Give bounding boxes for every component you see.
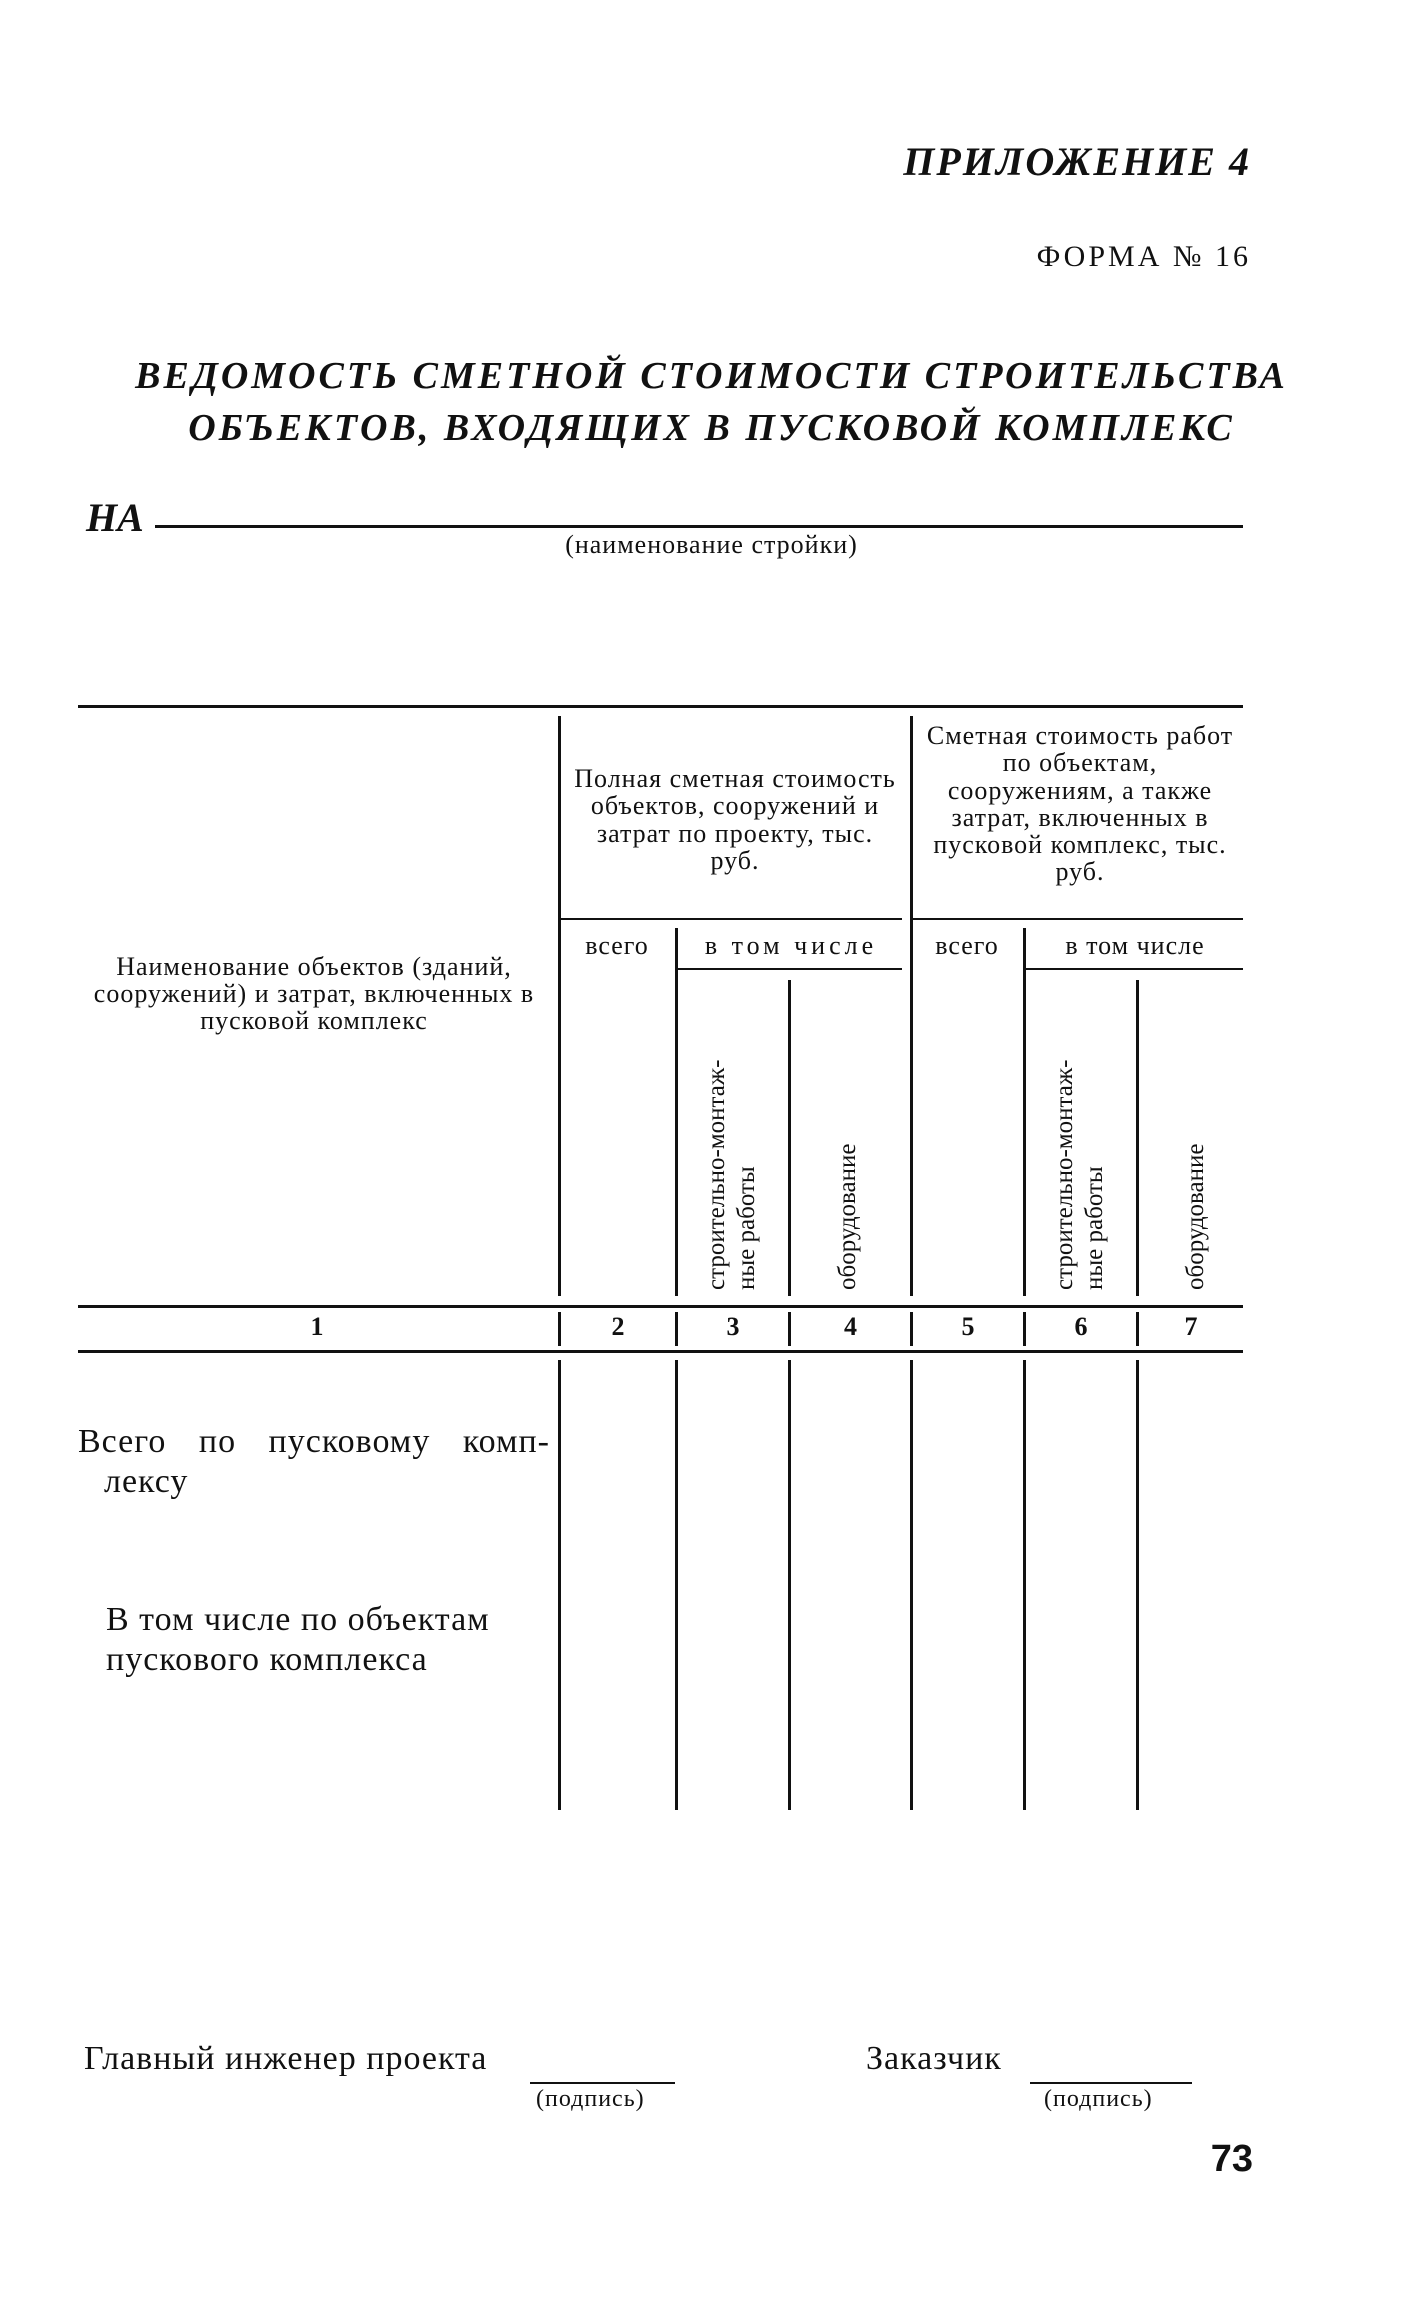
group1-total-header: всего: [585, 931, 649, 960]
row-total-label: [78, 1422, 558, 1502]
col4-header: оборудование: [834, 1143, 861, 1290]
body-divider-2: [675, 1360, 678, 1810]
col-divider-2: [675, 928, 678, 1296]
group2-incl-divider: [1023, 968, 1243, 970]
numbers-bottom-rule: [78, 1350, 1243, 1353]
group1-divider: [558, 918, 902, 920]
col-divider-6: [1136, 980, 1139, 1296]
col6-header-line1: строительно-монтаж-: [1051, 1059, 1078, 1290]
appendix-label: ПРИЛОЖЕНИЕ 4: [903, 139, 1251, 184]
table-top-rule: [78, 705, 1243, 708]
col-divider-3: [788, 980, 791, 1296]
construction-caption: (наименование стройки): [565, 530, 858, 559]
construction-name-field[interactable]: [155, 525, 1243, 528]
col6-header-line2: ные работы: [1081, 1166, 1108, 1290]
header-bottom-rule: [78, 1305, 1243, 1308]
construction-prefix: НА: [86, 495, 144, 540]
body-divider-5: [1023, 1360, 1026, 1810]
col-divider-5: [1023, 928, 1026, 1296]
title-line-1: ВЕДОМОСТЬ СМЕТНОЙ СТОИМОСТИ СТРОИТЕЛЬСТВА: [135, 355, 1288, 397]
chief-engineer-signature-caption: (подпись): [536, 2086, 645, 2112]
chief-engineer-label: Главный инженер проекта: [84, 2040, 488, 2077]
col6-header: [1050, 1060, 1110, 1290]
customer-label: Заказчик: [866, 2040, 1002, 2077]
col1-header: Наименование объектов (зданий, сооружений) и затрат, включенных в пусковой комплекс: [93, 952, 535, 1035]
customer-signature-caption: (подпись): [1044, 2086, 1153, 2112]
group2-divider: [910, 918, 1243, 920]
col3-header: [702, 1060, 762, 1290]
col-number-3: 3: [726, 1312, 740, 1341]
customer-signature-field[interactable]: [1030, 2082, 1192, 2084]
group1-header: Полная сметная стоимость объектов, сооружений и затрат по проекту, тыс. руб.: [574, 764, 896, 875]
form-number: ФОРМА № 16: [1036, 240, 1251, 273]
row-objects-label-line2: пускового комплекса: [106, 1641, 428, 1678]
col-number-5: 5: [961, 1312, 975, 1341]
row-total-label-line1: Всего по пусковому комп-: [78, 1423, 550, 1460]
body-divider-1: [558, 1360, 561, 1810]
col-number-7: 7: [1184, 1312, 1198, 1341]
row-objects-label-line1: В том числе по объектам: [106, 1601, 490, 1638]
row-total-label-line2: лексу: [104, 1463, 189, 1500]
row-objects-label: [106, 1600, 558, 1680]
col-divider-1: [558, 716, 561, 1296]
body-divider-3: [788, 1360, 791, 1810]
body-divider-6: [1136, 1360, 1139, 1810]
page-number: 73: [1210, 2138, 1253, 2180]
group1-incl-header: в том числе: [704, 931, 878, 960]
body-divider-4: [910, 1360, 913, 1810]
col-number-6: 6: [1074, 1312, 1088, 1341]
col-number-1: 1: [310, 1312, 324, 1341]
document-title: [0, 350, 1423, 454]
col7-header: оборудование: [1182, 1143, 1209, 1290]
group2-incl-header: в том числе: [1065, 931, 1205, 960]
col3-header-line1: строительно-монтаж-: [703, 1059, 730, 1290]
title-line-2: ОБЪЕКТОВ, ВХОДЯЩИХ В ПУСКОВОЙ КОМПЛЕКС: [188, 407, 1235, 449]
group2-header: Сметная стоимость работ по объектам, сооружениям, а также затрат, включенных в пусковой комплекс, тыс. руб.: [926, 721, 1234, 887]
col-number-2: 2: [611, 1312, 625, 1341]
col3-header-line2: ные работы: [733, 1166, 760, 1290]
chief-engineer-signature-field[interactable]: [530, 2082, 675, 2084]
col-divider-4: [910, 716, 913, 1296]
group1-incl-divider: [675, 968, 902, 970]
col-number-4: 4: [844, 1312, 857, 1341]
group2-total-header: всего: [935, 931, 999, 960]
